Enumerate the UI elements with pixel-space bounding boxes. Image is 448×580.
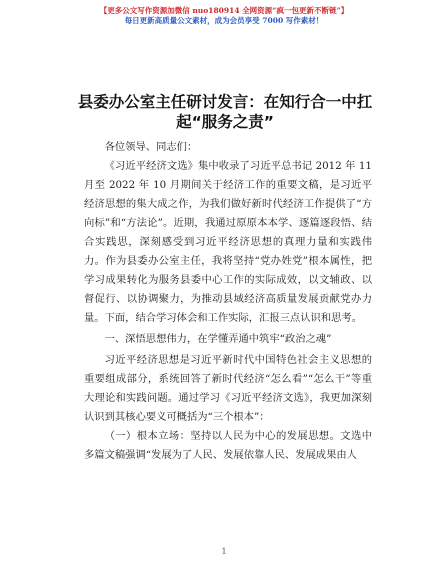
banner-line-2: 每日更新高质量公文素材，成为会员享受 7000 写作素材！ [124,16,324,25]
paragraph-intro: 《习近平经济文选》集中收录了习近平总书记 2012 年 11 月至 2022 年 10 月期间关于经济工作的重要文稿，是习近平经济思想的集大成之作，为我们做好新时代经济工作提供了“方向标”和“方法论”。近期，我通过原原本本学、逐篇逐段悟、结合实践思，深刻感受到习近平经济思想的真理力量和实践伟力。作为县委办公室主任，我将坚持“党办姓党”根本属性，把学习成果转化为服务县委中心工作的实际成效，以文辅政、以督促行、以协调聚力，为推动县域经济高质量发展贡献党办力量。下面，结合学习体会和工作实际，汇报三点认识和思考。 [84,160,372,324]
paragraph-3: （一）根本立场：坚持以人民为中心的发展思想。文选中多篇文稿强调“发展为了人民、发展依靠人民、发展成果由人 [84,430,372,461]
greeting: 各位领导、同志们： [104,141,198,153]
page-number: 1 [221,547,227,556]
section-heading-1: 一、深悟思想伟力，在学懂弄通中筑牢“政治之魂” [104,333,332,345]
document-title [60,92,390,132]
title-line-2: 起“服务之责” [176,113,274,131]
banner-line-1: 【更多公文写作资源加微信 nuo180914 全网资源“疯一包更新不断链”】 [99,6,349,15]
title-line-1: 县委办公室主任研讨发言：在知行合一中扛 [77,93,373,111]
document-body [84,138,372,465]
header-banner [0,6,448,26]
paragraph-2: 习近平经济思想是习近平新时代中国特色社会主义思想的重要组成部分，系统回答了新时代经济“怎么看”“怎么干”等重大理论和实践问题。通过学习《习近平经济文选》，我更加深刻认识到其核心要义可概括为“三个根本”： [84,354,372,423]
